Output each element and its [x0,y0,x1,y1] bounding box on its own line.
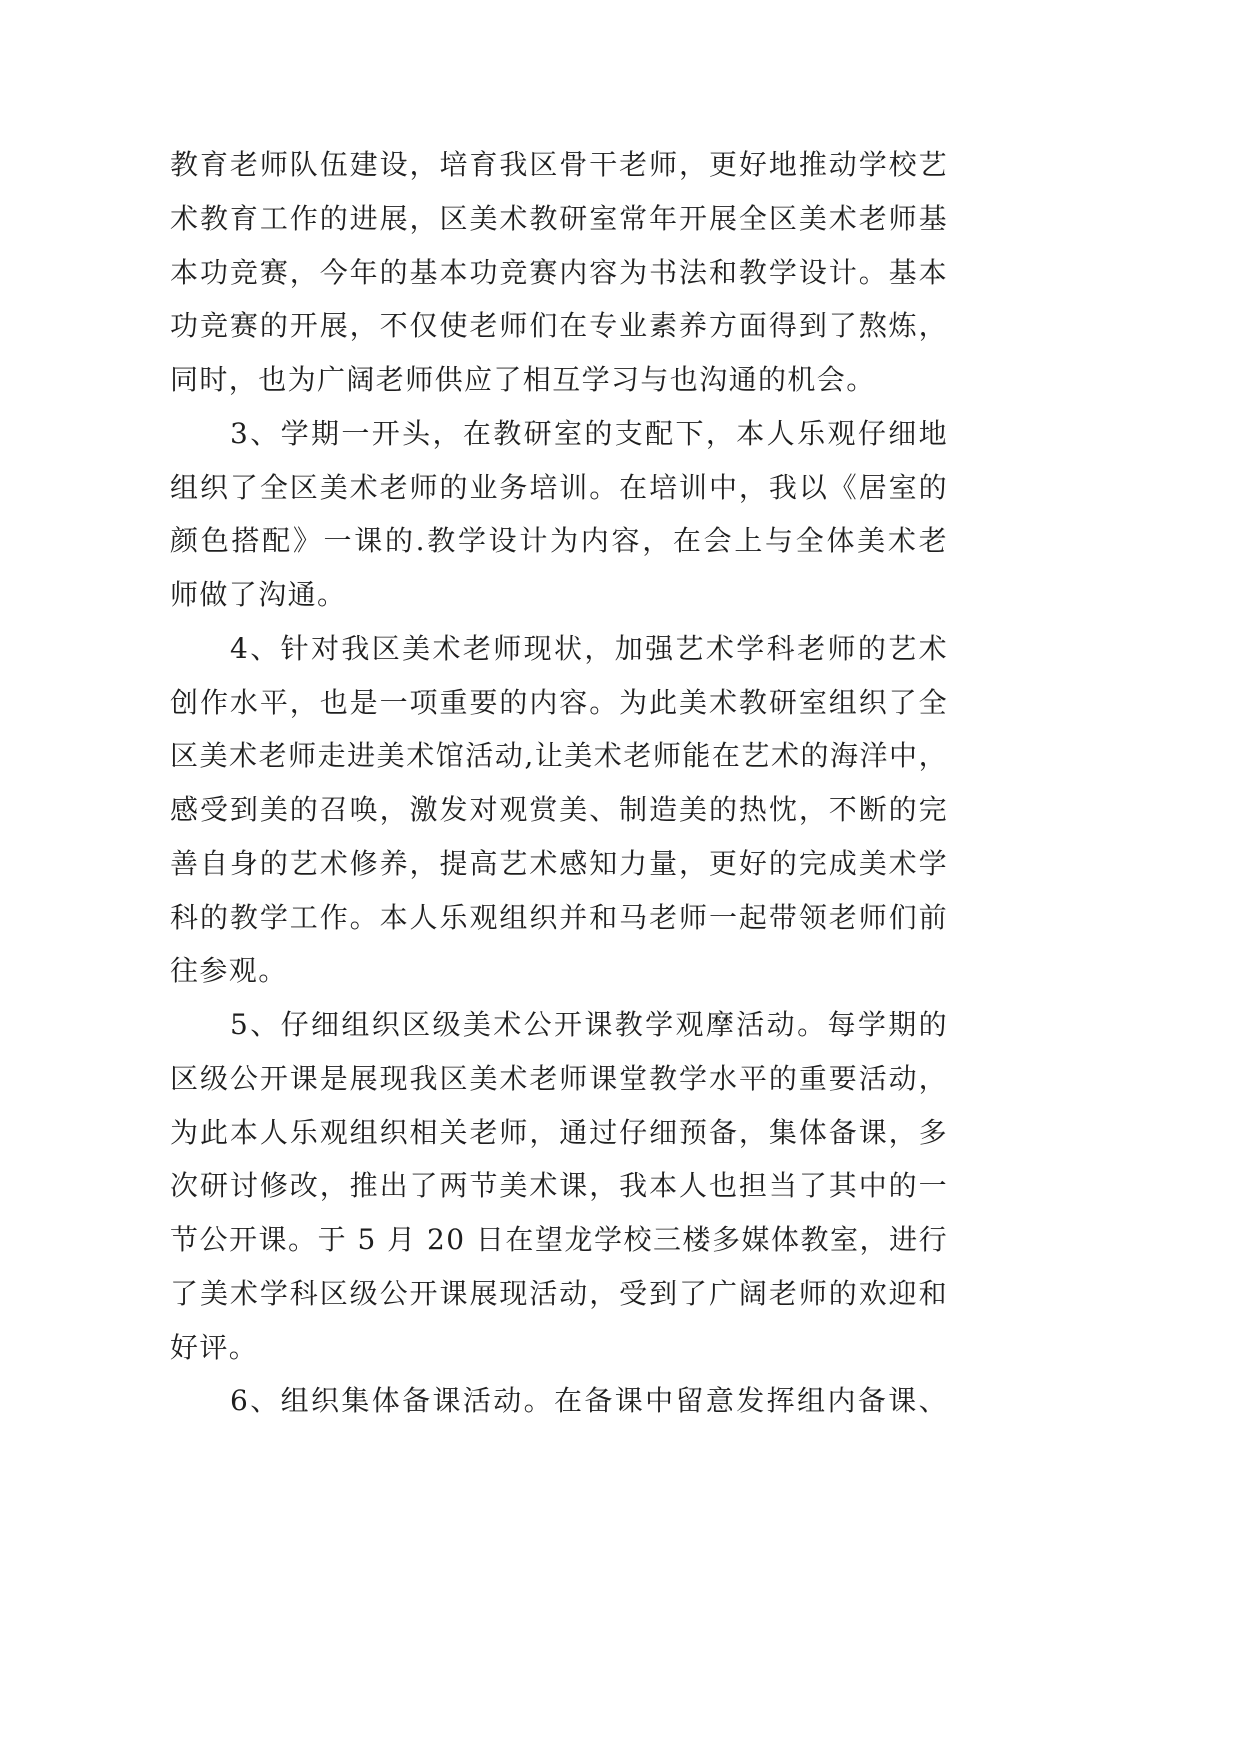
paragraph [170,138,948,407]
paragraph [170,998,948,1374]
text-line: 区美术老师走进美术馆活动,让美术老师能在艺术的海洋中， [170,739,948,773]
text-line: 组织了全区美术老师的业务培训。在培训中，我以《居室的 [170,470,948,504]
text-line: 感受到美的召唤，激发对观赏美、制造美的热忱，不断的完 [170,793,948,826]
text-line: 好评。 [170,1330,259,1364]
text-line: 功竞赛的开展，不仅使老师们在专业素养方面得到了熬炼， [170,309,948,343]
text-line: 区级公开课是展现我区美术老师课堂教学水平的重要活动， [170,1061,948,1095]
text-line: 5、仔细组织区级美术公开课教学观摩活动。每学期的 [230,1008,948,1041]
text-line: 次研讨修改，推出了两节美术课，我本人也担当了其中的一 [170,1169,948,1203]
text-line: 科的教学工作。本人乐观组织并和马老师一起带领老师们前 [170,900,948,934]
document-body [170,138,948,1428]
text-line: 师做了沟通。 [170,578,347,611]
text-line: 本功竞赛，今年的基本功竞赛内容为书法和教学设计。基本 [170,255,948,289]
text-line: 3、学期一开头，在教研室的支配下，本人乐观仔细地 [230,416,948,450]
text-line: 为此本人乐观组织相关老师，通过仔细预备，集体备课，多 [170,1115,948,1149]
text-line: 往参观。 [170,954,288,988]
text-line: 6、组织集体备课活动。在备课中留意发挥组内备课、 [230,1384,948,1418]
text-line: 颜色搭配》一课的.教学设计为内容，在会上与全体美术老 [170,524,948,558]
paragraph [170,622,948,998]
text-line: 了美术学科区级公开课展现活动，受到了广阔老师的欢迎和 [170,1276,948,1310]
paragraph [170,1374,948,1428]
text-line: 节公开课。于 5 月 20 日在望龙学校三楼多媒体教室，进行 [170,1223,948,1256]
text-line: 善自身的艺术修养，提高艺术感知力量，更好的完成美术学 [170,846,948,880]
text-line: 4、针对我区美术老师现状，加强艺术学科老师的艺术 [230,631,948,665]
paragraph [170,407,948,622]
text-line: 教育老师队伍建设，培育我区骨干老师，更好地推动学校艺 [170,148,948,181]
text-line: 术教育工作的进展，区美术教研室常年开展全区美术老师基 [170,201,948,235]
text-line: 同时，也为广阔老师供应了相互学习与也沟通的机会。 [170,363,876,396]
text-line: 创作水平，也是一项重要的内容。为此美术教研室组织了全 [170,685,948,719]
